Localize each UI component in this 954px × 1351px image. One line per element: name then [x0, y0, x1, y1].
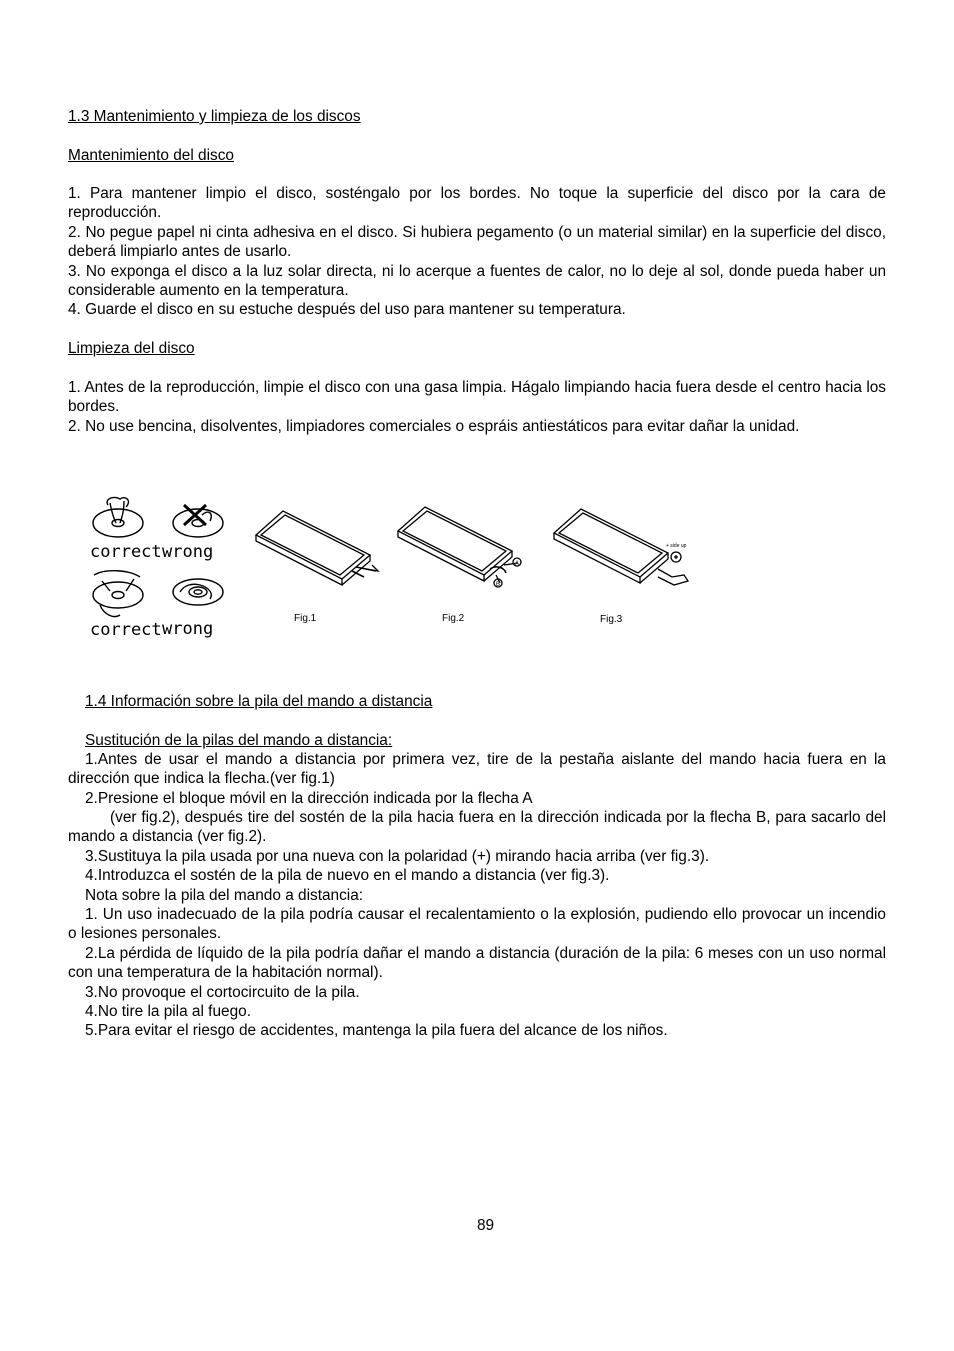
maintenance-item-1: 1. Para mantener limpio el disco, sosténgalo por los bordes. No toque la superficie del disco por la cara de reproducción. — [68, 185, 886, 222]
disc-wrong-clean-icon — [173, 579, 223, 605]
section-1-4-title: 1.4 Información sobre la pila del mando a distancia — [85, 693, 433, 710]
label-correct-1: correct — [90, 542, 162, 562]
page-number: 89 — [477, 1217, 495, 1234]
arrow-b-label: B — [496, 582, 501, 588]
side-up-label: + side up — [666, 543, 687, 549]
battery-note-2: 2.La pérdida de líquido de la pila podría dañar el mando a distancia (duración de la pila: 6 meses con un uso normal con una temperatura de la habitación normal). — [68, 945, 886, 982]
cleaning-heading: Limpieza del disco — [68, 340, 195, 357]
remote-fig2-drawing — [398, 507, 521, 587]
replacement-step-1: 1.Antes de usar el mando a distancia por primera vez, tire de la pestaña aislante del mando hacia fuera en la dirección que indica la flecha.(ver fig.1) — [68, 751, 886, 788]
label-wrong-1: wrong — [162, 542, 214, 562]
replacement-step-3: 3.Sustituya la pila usada por una nueva con la polaridad (+) mirando hacia arriba (ver fig.3). — [85, 848, 710, 865]
remote-fig1-drawing — [256, 511, 378, 585]
fig1-label: Fig.1 — [294, 613, 317, 624]
battery-note-3: 3.No provoque el cortocircuito de la pila. — [85, 984, 360, 1001]
battery-note-1: 1. Un uso inadecuado de la pila podría causar el recalentamiento o la explosión, pudiendo ello provocar un incendio o lesiones personales. — [68, 906, 886, 943]
battery-note-4: 4.No tire la pila al fuego. — [85, 1003, 251, 1020]
maintenance-item-4: 4. Guarde el disco en su estuche después del uso para mantener su temperatura. — [68, 301, 626, 318]
maintenance-item-2: 2. No pegue papel ni cinta adhesiva en el disco. Si hubiera pegamento (o un material similar) en la superficie del disco, deberá limpiarlo antes de usarlo. — [68, 224, 886, 261]
battery-note-5: 5.Para evitar el riesgo de accidentes, mantenga la pila fuera del alcance de los niños. — [85, 1022, 668, 1039]
maintenance-item-3: 3. No exponga el disco a la luz solar directa, ni lo acerque a fuentes de calor, no lo deje al sol, donde pueda haber un considerable aumento en la temperatura. — [68, 263, 886, 300]
label-correct-2: correct — [90, 620, 162, 640]
section-1-3-title: 1.3 Mantenimiento y limpieza de los discos — [68, 108, 361, 125]
battery-note-title: Nota sobre la pila del mando a distancia: — [85, 887, 364, 904]
disc-wrong-hold-icon — [173, 505, 223, 537]
replacement-step-2: 2.Presione el bloque móvil en la dirección indicada por la flecha A — [85, 790, 533, 807]
disc-and-remote-illustrations — [80, 495, 720, 645]
disc-correct-clean-icon — [93, 571, 143, 617]
cleaning-item-2: 2. No use bencina, disolventes, limpiadores comerciales o espráis antiestáticos para evitar dañar la unidad. — [68, 418, 800, 435]
cleaning-item-1: 1. Antes de la reproducción, limpie el disco con una gasa limpia. Hágalo limpiando hacia fuera desde el centro hacia los bordes. — [68, 379, 886, 416]
disc-correct-hold-icon — [93, 497, 143, 537]
fig2-label: Fig.2 — [442, 613, 465, 624]
arrow-a-label: A — [515, 561, 520, 567]
maintenance-heading: Mantenimiento del disco — [68, 147, 234, 164]
replacement-step-4: 4.Introduzca el sostén de la pila de nuevo en el mando a distancia (ver fig.3). — [85, 867, 610, 884]
replacement-heading: Sustitución de la pilas del mando a distancia: — [85, 732, 393, 749]
fig3-label: Fig.3 — [600, 614, 623, 625]
replacement-step-2-continued: (ver fig.2), después tire del sostén de la pila hacia fuera en la dirección indicada por la flecha B, para sacarlo del mando a distancia (ver fig.2). — [68, 809, 886, 846]
label-wrong-2: wrong — [162, 619, 214, 639]
